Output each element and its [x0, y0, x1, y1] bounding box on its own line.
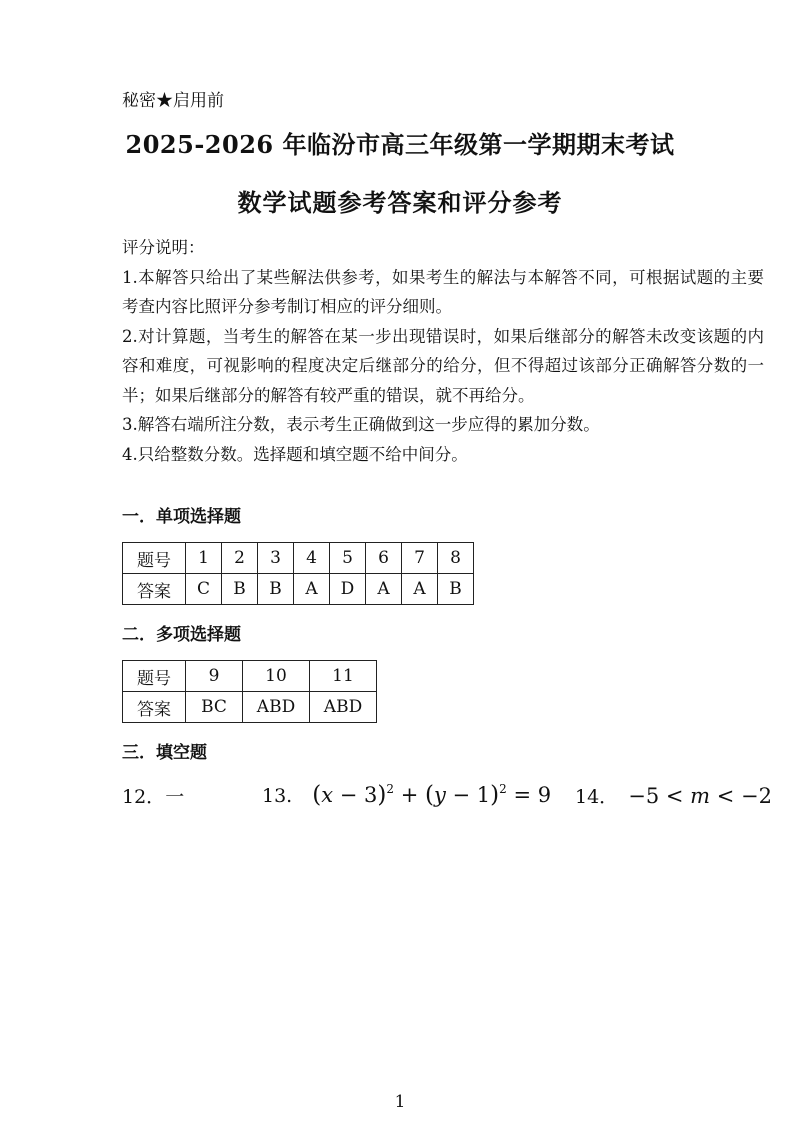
- equation-circle: $(x - 3)^2 + (y - 1)^2 = 9$: [312, 782, 552, 808]
- question-number: 6: [366, 543, 402, 574]
- grading-note: 4.只给整数分数。选择题和填空题不给中间分。: [122, 444, 468, 464]
- page-number: 1: [394, 1092, 406, 1112]
- row-label: 题号: [123, 543, 186, 574]
- answer-cell: D: [330, 574, 366, 605]
- answer-cell: A: [402, 574, 438, 605]
- section-fill-blank-heading: 三．填空题: [122, 743, 207, 763]
- answer-cell: B: [258, 574, 294, 605]
- answer-text: 一: [165, 786, 185, 808]
- fill-answer-14: [575, 782, 772, 809]
- fill-answer-12: [122, 782, 184, 809]
- grading-note: 1.本解答只给出了某些解法供参考，如果考生的解法与本解答不同，可根据试题的主要考查内容比照评分参考制订相应的评分细则。: [122, 267, 764, 316]
- answer-cell: B: [222, 574, 258, 605]
- exam-title: 2025-2026 年临汾市高三年级第一学期期末考试: [125, 130, 675, 159]
- fill-answer-13: [262, 782, 551, 808]
- question-number: 4: [294, 543, 330, 574]
- document-subtitle: 数学试题参考答案和评分参考: [237, 188, 563, 217]
- answer-cell: A: [294, 574, 330, 605]
- question-label: 13.: [262, 785, 293, 807]
- answer-cell: ABD: [243, 692, 310, 723]
- table-row: [123, 543, 474, 574]
- question-number: 10: [243, 661, 310, 692]
- grading-notes: [122, 233, 764, 469]
- row-label: 题号: [123, 661, 186, 692]
- question-label: 12．: [122, 786, 166, 808]
- question-number: 3: [258, 543, 294, 574]
- answer-cell: A: [366, 574, 402, 605]
- question-number: 11: [310, 661, 377, 692]
- grading-notes-heading: 评分说明：: [122, 238, 205, 257]
- inequality-range: −5 < m < −2: [628, 784, 772, 808]
- question-label: 14．: [575, 786, 619, 808]
- grading-note: 3.解答右端所注分数，表示考生正确做到这一步应得的累加分数。: [122, 415, 600, 434]
- question-number: 2: [222, 543, 258, 574]
- answer-cell: B: [438, 574, 474, 605]
- multi-choice-table: [122, 660, 377, 723]
- table-row: [123, 661, 377, 692]
- question-number: 9: [186, 661, 243, 692]
- question-number: 8: [438, 543, 474, 574]
- section-single-choice-heading: 一．单项选择题: [122, 507, 241, 527]
- row-label: 答案: [123, 692, 186, 723]
- question-number: 7: [402, 543, 438, 574]
- answer-cell: ABD: [310, 692, 377, 723]
- grading-note: 2.对计算题，当考生的解答在某一步出现错误时，如果后继部分的解答未改变该题的内容和难度，可视影响的程度决定后继部分的给分，但不得超过该部分正确解答分数的一半；如果后继部分的解答有较严重的错误，就不再给分。: [122, 326, 764, 405]
- table-row: [123, 692, 377, 723]
- confidential-mark: 秘密★启用前: [122, 91, 224, 111]
- section-multi-choice-heading: 二．多项选择题: [122, 625, 241, 645]
- question-number: 1: [186, 543, 222, 574]
- single-choice-table: [122, 542, 474, 605]
- answer-cell: BC: [186, 692, 243, 723]
- question-number: 5: [330, 543, 366, 574]
- answer-cell: C: [186, 574, 222, 605]
- row-label: 答案: [123, 574, 186, 605]
- table-row: [123, 574, 474, 605]
